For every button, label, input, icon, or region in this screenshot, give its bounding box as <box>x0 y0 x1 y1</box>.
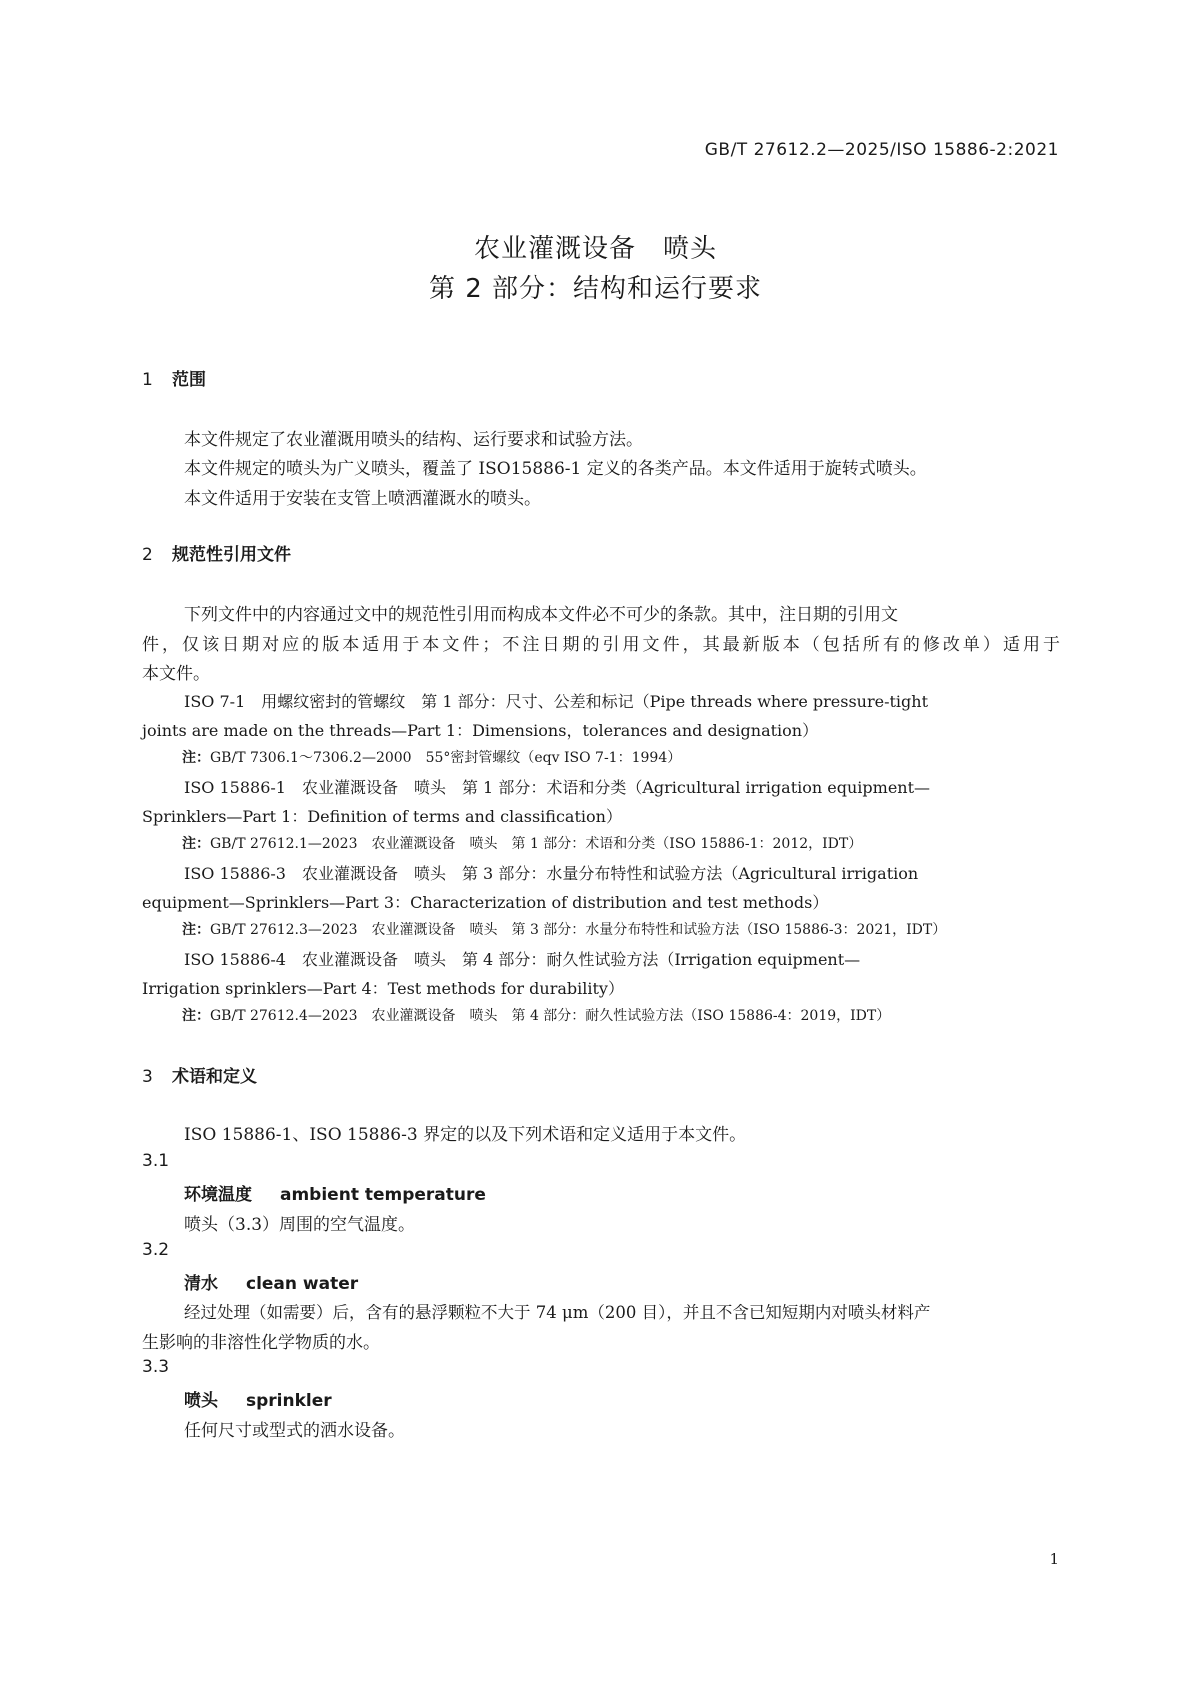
section-number: 3 <box>142 1067 153 1087</box>
term-definition: 生影响的非溶性化学物质的水。 <box>142 1333 380 1353</box>
reference-entry: Sprinklers—Part 1：Definition of terms and classification） <box>142 807 622 826</box>
page-number: 1 <box>1049 1550 1059 1568</box>
term-heading: 喷头 sprinkler <box>184 1391 332 1411</box>
reference-entry: ISO 7-1 用螺纹密封的管螺纹 第 1 部分：尺寸、公差和标记（Pipe threads where pressure-tight <box>184 692 929 711</box>
term-number: 3.1 <box>142 1151 170 1171</box>
doc-title-line1: 农业灌溉设备 喷头 <box>473 234 717 264</box>
paragraph: 本文件规定了农业灌溉用喷头的结构、运行要求和试验方法。 <box>184 430 643 450</box>
section-1-heading <box>142 365 206 390</box>
paragraph: 本文件规定的喷头为广义喷头，覆盖了 ISO15886-1 定义的各类产品。本文件适用于旋转式喷头。 <box>184 459 927 479</box>
reference-entry: joints are made on the threads—Part 1：Dimensions，tolerances and designation） <box>142 721 819 740</box>
section-title: 术语和定义 <box>172 1067 257 1087</box>
section-number: 2 <box>142 545 153 565</box>
term-definition: 喷头（3.3）周围的空气温度。 <box>184 1215 416 1235</box>
paragraph: 下列文件中的内容通过文中的规范性引用而构成本文件必不可少的条款。其中，注日期的引用文 <box>184 605 898 625</box>
term-heading: 环境温度 ambient temperature <box>184 1185 486 1205</box>
section-3-heading <box>142 1062 257 1087</box>
reference-entry: ISO 15886-1 农业灌溉设备 喷头 第 1 部分：术语和分类（Agricultural irrigation equipment— <box>184 778 931 797</box>
term-definition: 经过处理（如需要）后，含有的悬浮颗粒不大于 74 μm（200 目），并且不含已知短期内对喷头材料产 <box>184 1303 931 1322</box>
doc-title-line2: 第 2 部分：结构和运行要求 <box>428 274 763 304</box>
term-definition: 任何尺寸或型式的洒水设备。 <box>184 1421 405 1441</box>
reference-note: 注：GB/T 27612.3—2023 农业灌溉设备 喷头 第 3 部分：水量分布特性和试验方法（ISO 15886-3：2021，IDT） <box>182 922 947 938</box>
reference-entry: ISO 15886-3 农业灌溉设备 喷头 第 3 部分：水量分布特性和试验方法（Agricultural irrigation <box>184 864 919 883</box>
paragraph: ISO 15886-1、ISO 15886-3 界定的以及下列术语和定义适用于本文件。 <box>184 1125 747 1145</box>
reference-entry: ISO 15886-4 农业灌溉设备 喷头 第 4 部分：耐久性试验方法（Irrigation equipment— <box>184 950 861 969</box>
section-number: 1 <box>142 370 153 390</box>
term-heading: 清水 clean water <box>184 1274 359 1294</box>
standard-code: GB/T 27612.2—2025/ISO 15886-2:2021 <box>704 140 1059 160</box>
paragraph: 本文件适用于安装在支管上喷洒灌溉水的喷头。 <box>184 489 541 509</box>
paragraph: 件，仅该日期对应的版本适用于本文件；不注日期的引用文件，其最新版本（包括所有的修改单）适用于 <box>142 635 1060 655</box>
section-title: 范围 <box>172 370 206 390</box>
term-number: 3.2 <box>142 1240 170 1260</box>
reference-note: 注：GB/T 7306.1～7306.2—2000 55°密封管螺纹（eqv ISO 7-1：1994） <box>182 750 682 766</box>
section-title: 规范性引用文件 <box>172 545 291 565</box>
reference-note: 注：GB/T 27612.1—2023 农业灌溉设备 喷头 第 1 部分：术语和分类（ISO 15886-1：2012，IDT） <box>182 836 863 852</box>
reference-note: 注：GB/T 27612.4—2023 农业灌溉设备 喷头 第 4 部分：耐久性试验方法（ISO 15886-4：2019，IDT） <box>182 1008 891 1024</box>
paragraph: 本文件。 <box>142 664 210 684</box>
reference-entry: equipment—Sprinklers—Part 3：Characterization of distribution and test methods） <box>142 893 829 912</box>
term-number: 3.3 <box>142 1357 170 1377</box>
reference-entry: Irrigation sprinklers—Part 4：Test methods for durability） <box>142 979 624 998</box>
section-2-heading <box>142 540 291 565</box>
